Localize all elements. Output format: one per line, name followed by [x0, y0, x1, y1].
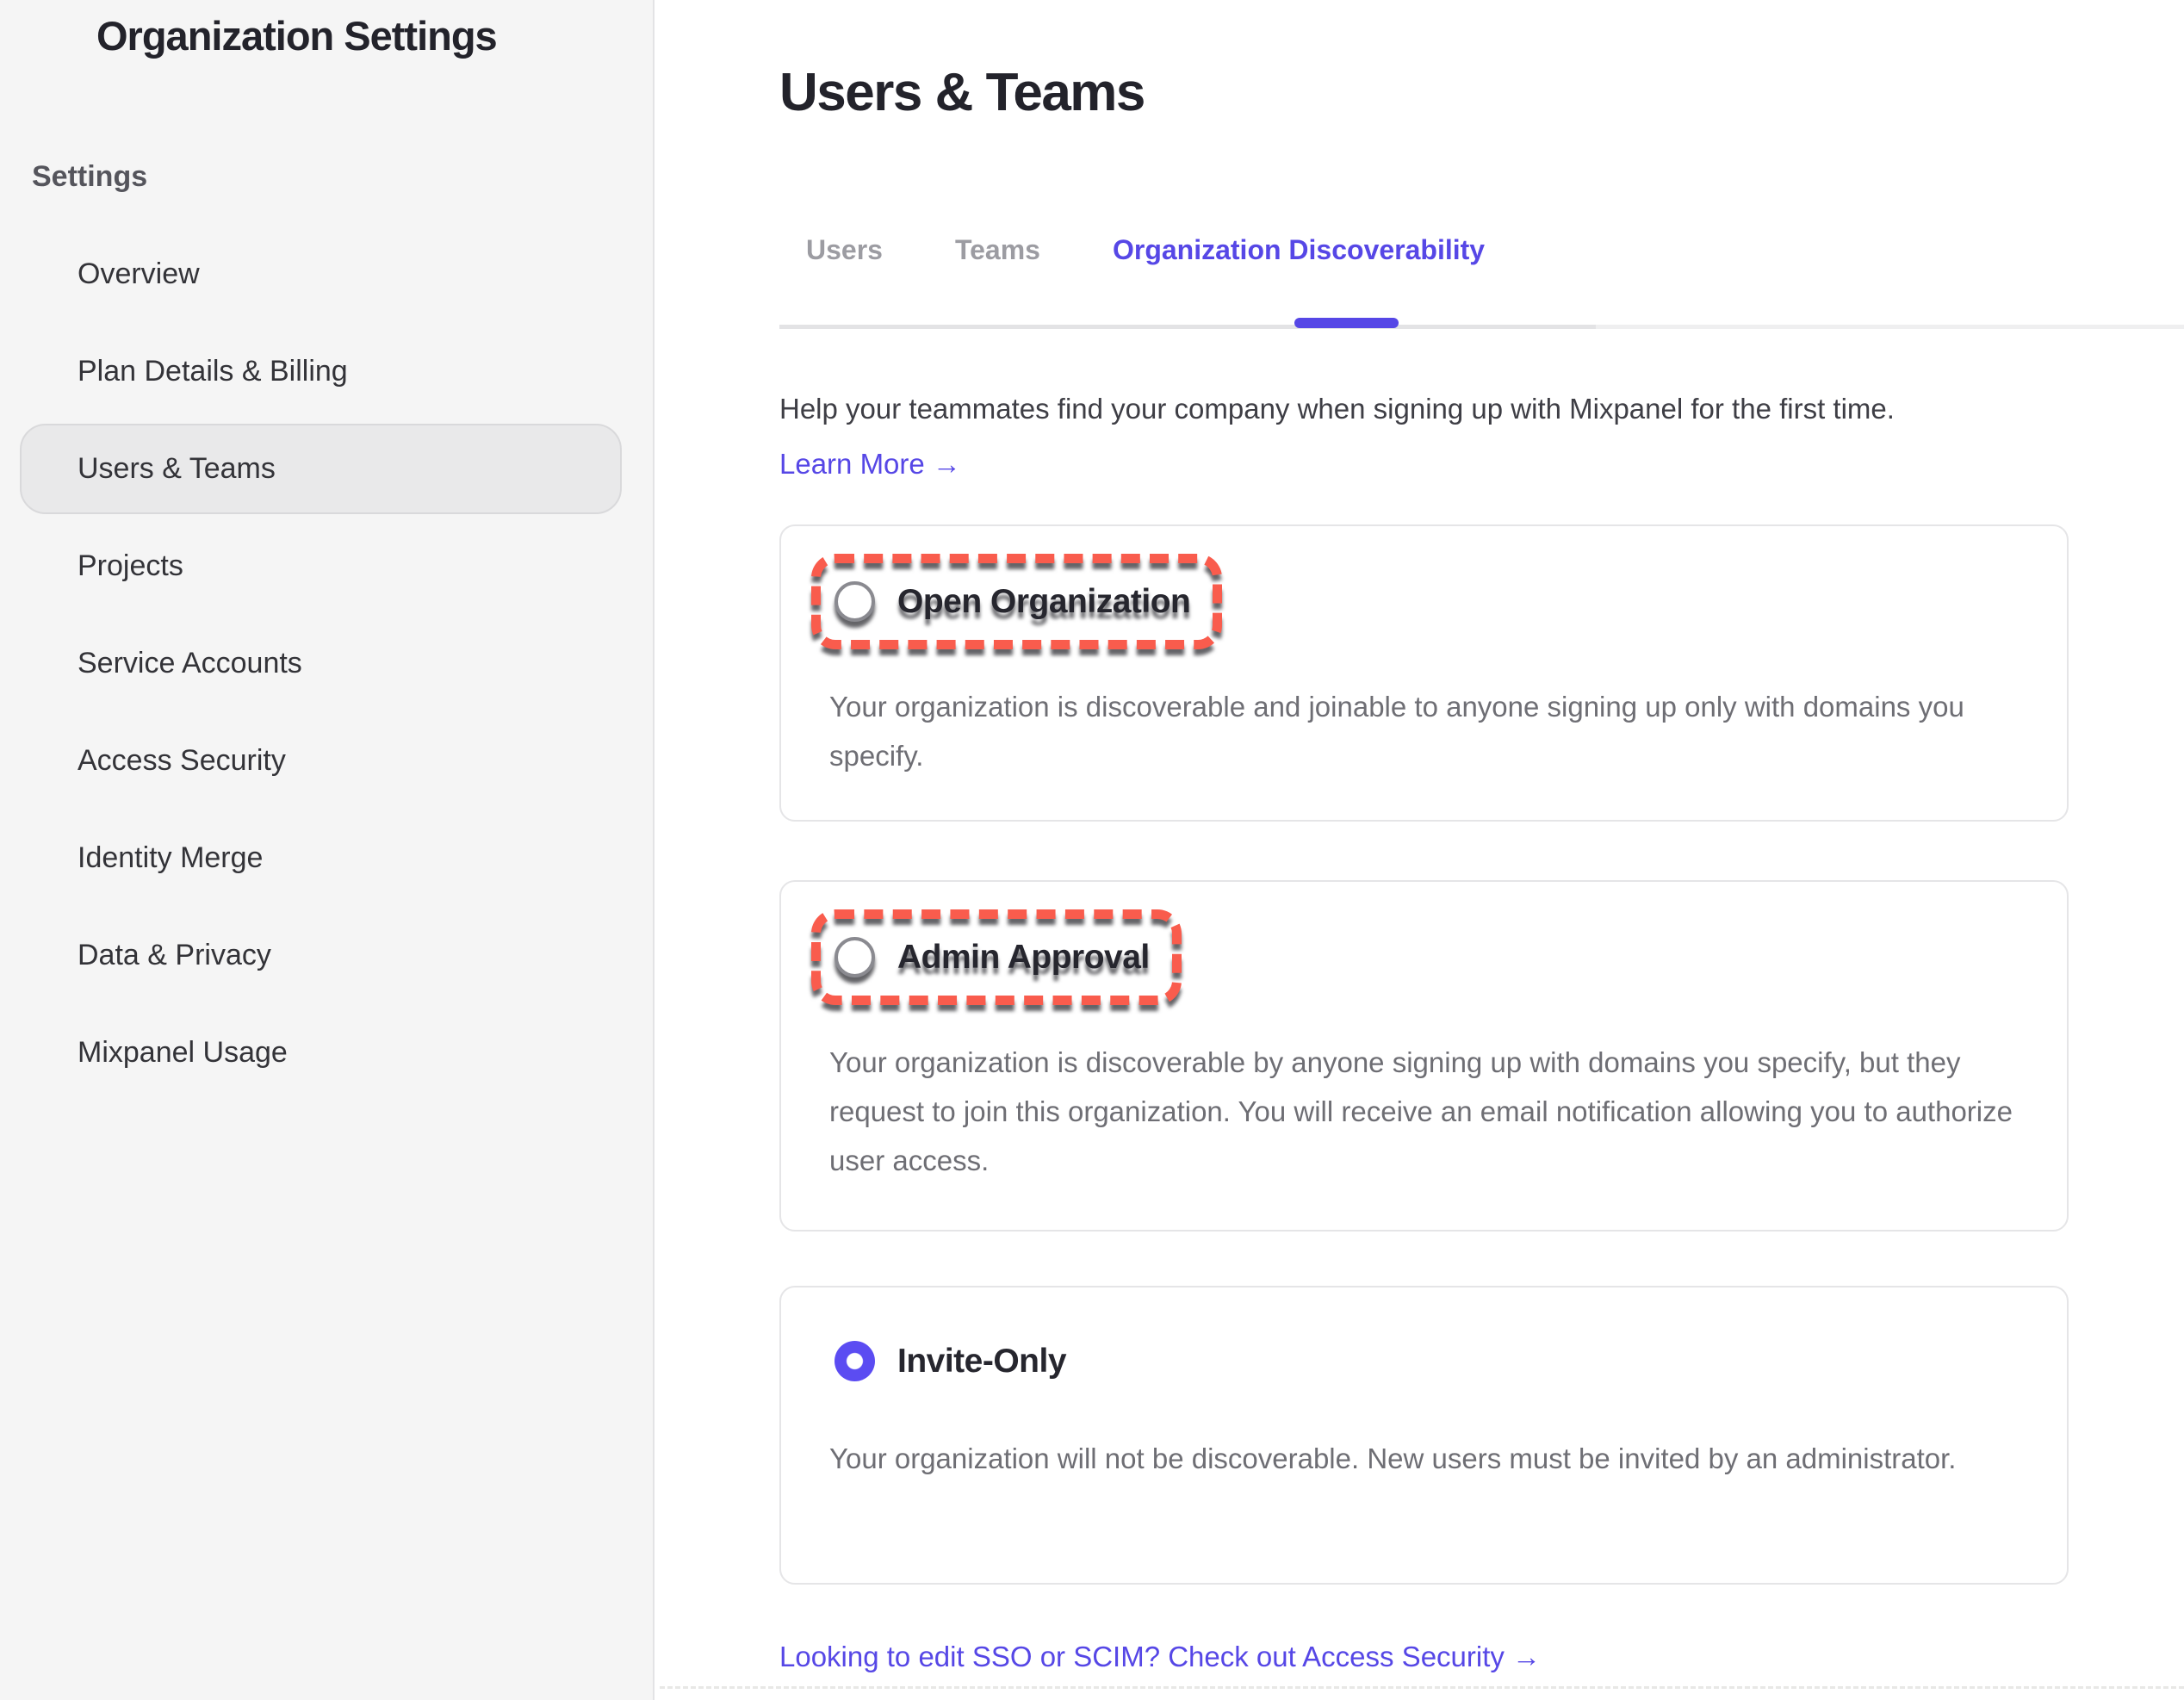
tab-bar: [806, 234, 1485, 266]
sidebar-item-label: Users & Teams: [78, 452, 276, 485]
active-tab-underline: [1294, 318, 1399, 328]
sidebar-item-projects[interactable]: [0, 518, 653, 615]
arrow-right-icon: →: [1512, 1641, 1542, 1672]
sidebar-item-label: Overview: [78, 257, 200, 290]
tab-divider-segment: [779, 325, 1596, 329]
tab-organization-discoverability[interactable]: Organization Discoverability: [1112, 234, 1486, 265]
sidebar-item-data-privacy[interactable]: [0, 907, 653, 1004]
option-label: Invite-Only: [897, 1342, 1067, 1380]
arrow-right-icon: →: [932, 448, 961, 480]
intro-text: Help your teammates find your company when signing up with Mixpanel for the first time.: [779, 393, 1895, 425]
sidebar-nav: [0, 226, 653, 1101]
option-label: Admin Approval: [897, 938, 1150, 976]
option-description: Your organization is discoverable and joinable to anyone signing up only with domains you specify.: [829, 691, 1964, 772]
sidebar-item-overview[interactable]: [0, 226, 653, 323]
learn-more-link[interactable]: [779, 448, 961, 481]
sidebar-item-users-teams[interactable]: [20, 424, 622, 514]
settings-sidebar: [0, 0, 655, 1700]
sidebar-item-label: Access Security: [78, 744, 286, 777]
option-card-open-organization: [779, 524, 2069, 822]
radio-admin-approval[interactable]: [835, 937, 875, 977]
bottom-divider: [660, 1686, 2184, 1689]
option-description: Your organization will not be discoverable. New users must be invited by an administrator.: [829, 1443, 1957, 1474]
sidebar-item-identity-merge[interactable]: [0, 810, 653, 907]
main-content: [655, 0, 2184, 1700]
annotation-highlight: [811, 554, 1222, 649]
sidebar-title: Organization Settings: [96, 13, 497, 59]
radio-invite-only[interactable]: [835, 1341, 875, 1381]
sidebar-item-label: Plan Details & Billing: [78, 355, 348, 388]
sidebar-item-mixpanel-usage[interactable]: [0, 1004, 653, 1101]
option-card-invite-only: [779, 1286, 2069, 1585]
sidebar-item-access-security[interactable]: [0, 712, 653, 810]
tab-users[interactable]: Users: [806, 234, 883, 265]
option-label: Open Organization: [897, 582, 1191, 620]
sidebar-item-label: Projects: [78, 549, 183, 582]
sidebar-item-label: Data & Privacy: [78, 939, 271, 971]
sidebar-item-label: Mixpanel Usage: [78, 1036, 288, 1069]
option-row-admin-approval[interactable]: [835, 937, 1150, 977]
sidebar-item-label: Service Accounts: [78, 647, 302, 679]
learn-more-label: Learn More: [779, 448, 925, 480]
radio-open-organization[interactable]: [835, 581, 875, 622]
page-title: Users & Teams: [779, 62, 1145, 122]
annotation-highlight: [811, 909, 1182, 1005]
option-row-invite-only[interactable]: [835, 1341, 1066, 1381]
access-security-link[interactable]: [779, 1641, 1541, 1673]
tab-teams[interactable]: Teams: [954, 234, 1040, 265]
sidebar-section-label: Settings: [32, 160, 148, 193]
option-description: Your organization is discoverable by anyone signing up with domains you specify, but they request to join this organization. You will receive an email notification allowing you to authorize user access.: [829, 1046, 2013, 1176]
sidebar-item-service-accounts[interactable]: [0, 615, 653, 712]
option-card-admin-approval: [779, 880, 2069, 1232]
access-security-link-label: Looking to edit SSO or SCIM? Check out Access Security: [779, 1641, 1505, 1672]
sidebar-item-label: Identity Merge: [78, 841, 264, 874]
sidebar-item-plan-details-billing[interactable]: [0, 323, 653, 420]
option-row-open-organization[interactable]: [835, 581, 1190, 622]
